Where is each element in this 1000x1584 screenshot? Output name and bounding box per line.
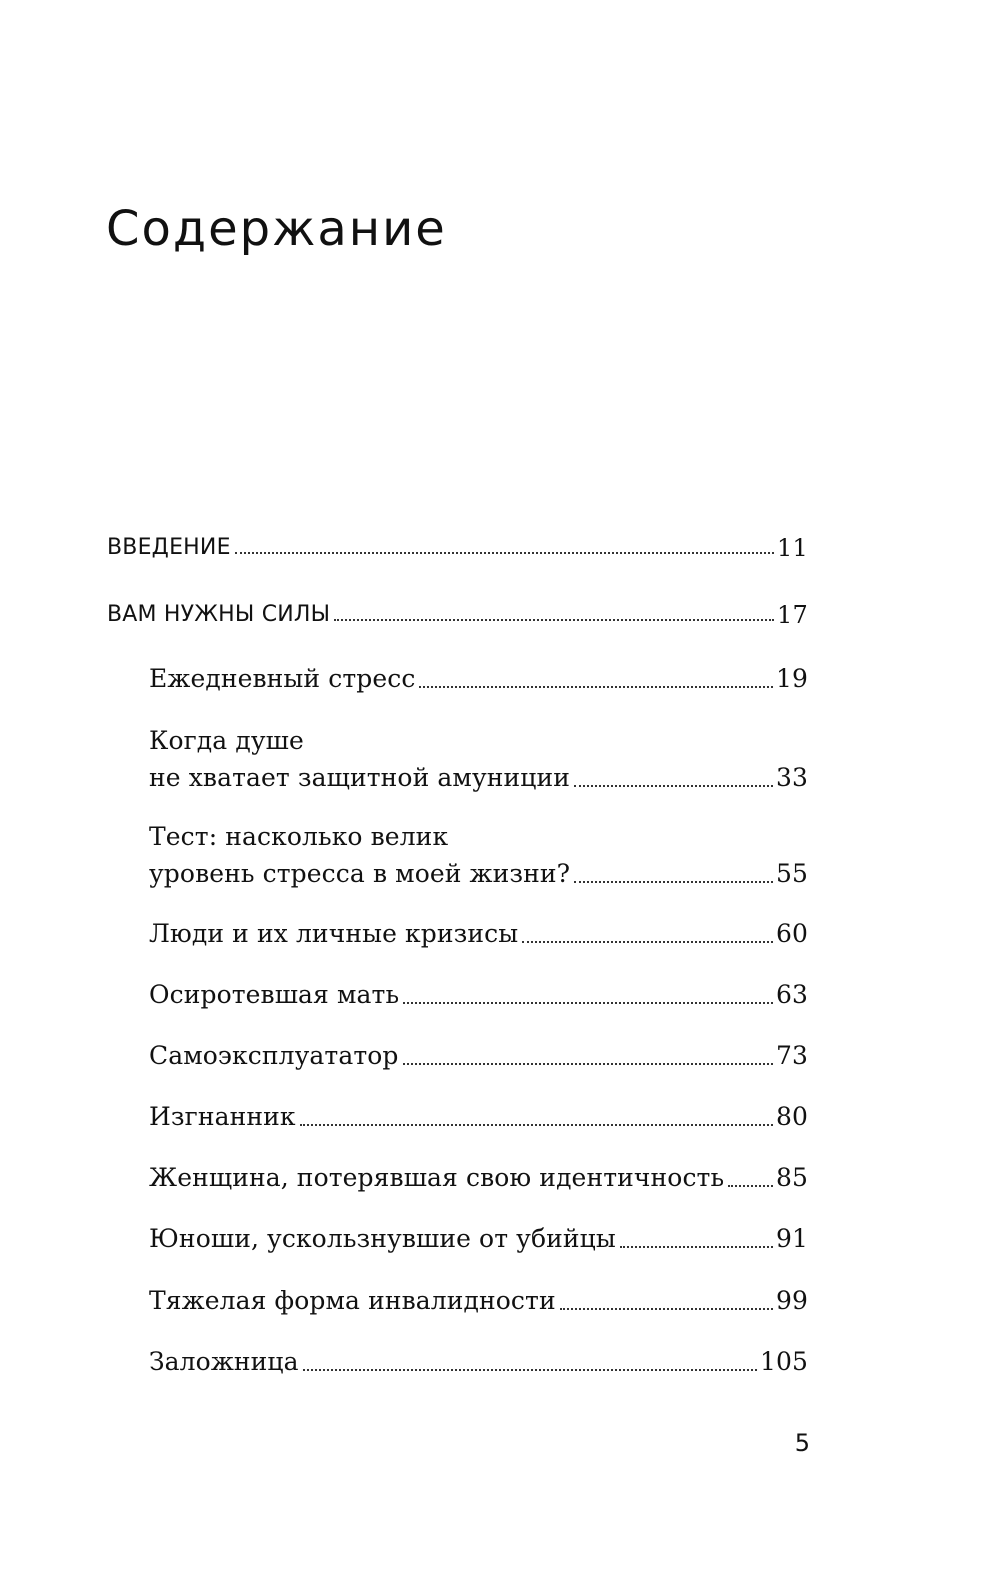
dot-leader: [403, 1063, 773, 1065]
dot-leader: [403, 1002, 773, 1004]
toc-entry-label: Юноши, ускользнувшие от убийцы: [149, 1224, 616, 1253]
dot-leader: [300, 1124, 773, 1126]
dot-leader: [574, 785, 773, 787]
toc-entry[interactable]: [0, 1037, 808, 1074]
dot-leader: [728, 1185, 773, 1187]
page-number: 5: [794, 1429, 810, 1457]
toc-page-number: 11: [777, 534, 808, 562]
toc-entry-label: Тяжелая форма инвалидности: [149, 1286, 556, 1315]
toc-entry-label: Люди и их личные кризисы: [149, 919, 519, 948]
dot-leader: [522, 941, 773, 943]
toc-entry[interactable]: [0, 1098, 808, 1135]
toc-page-number: 19: [775, 664, 808, 693]
toc-entry-label: Изгнанник: [149, 1102, 296, 1131]
toc-entry[interactable]: [0, 1159, 808, 1196]
toc-page-number: 91: [775, 1224, 808, 1253]
toc-entry-label: Женщина, потерявшая свою идентичность: [149, 1163, 725, 1192]
toc-entry-section[interactable]: [0, 600, 808, 630]
toc-entry[interactable]: [0, 915, 808, 952]
toc-page-number: 99: [775, 1286, 808, 1315]
toc-entry-label: Осиротевшая мать: [149, 980, 400, 1009]
toc-entry[interactable]: [0, 660, 808, 697]
toc-entry[interactable]: [0, 1282, 808, 1319]
toc-entry[interactable]: [0, 722, 808, 796]
toc-page-number: 63: [775, 980, 808, 1009]
toc-page-number: 55: [775, 859, 808, 888]
toc-entry-label: Когда душе: [149, 726, 304, 755]
toc-entry-label: уровень стресса в моей жизни?: [149, 859, 571, 888]
dot-leader: [303, 1369, 757, 1371]
toc-page-number: 60: [775, 919, 808, 948]
toc-entry-label: не хватает защитной амуниции: [149, 763, 570, 792]
toc-entry-introduction[interactable]: [0, 533, 808, 563]
toc-entry-label: Ежедневный стресс: [149, 664, 416, 693]
dot-leader: [560, 1308, 773, 1310]
toc-entry-label: ВВЕДЕНИЕ: [107, 535, 231, 560]
dot-leader: [574, 881, 773, 883]
toc-page-number: 33: [775, 763, 808, 792]
dot-leader: [419, 686, 773, 688]
toc-entry[interactable]: [0, 818, 808, 892]
toc-page-number: 80: [775, 1102, 808, 1131]
toc-entry[interactable]: [0, 1343, 808, 1380]
dot-leader: [620, 1246, 773, 1248]
toc-entry-label: Самоэксплуататор: [149, 1041, 399, 1070]
toc-page-number: 73: [775, 1041, 808, 1070]
toc-entry-label: ВАМ НУЖНЫ СИЛЫ: [107, 602, 331, 627]
toc-page-number: 105: [759, 1347, 808, 1376]
toc-entry[interactable]: [0, 976, 808, 1013]
toc-page-number: 85: [775, 1163, 808, 1192]
dot-leader: [334, 619, 774, 621]
toc-entry[interactable]: [0, 1220, 808, 1257]
toc-entry-label: Тест: насколько велик: [149, 822, 449, 851]
dot-leader: [235, 552, 774, 554]
page-title: Содержание: [106, 201, 447, 257]
toc-entry-label: Заложница: [149, 1347, 299, 1376]
toc-page-number: 17: [777, 601, 808, 629]
